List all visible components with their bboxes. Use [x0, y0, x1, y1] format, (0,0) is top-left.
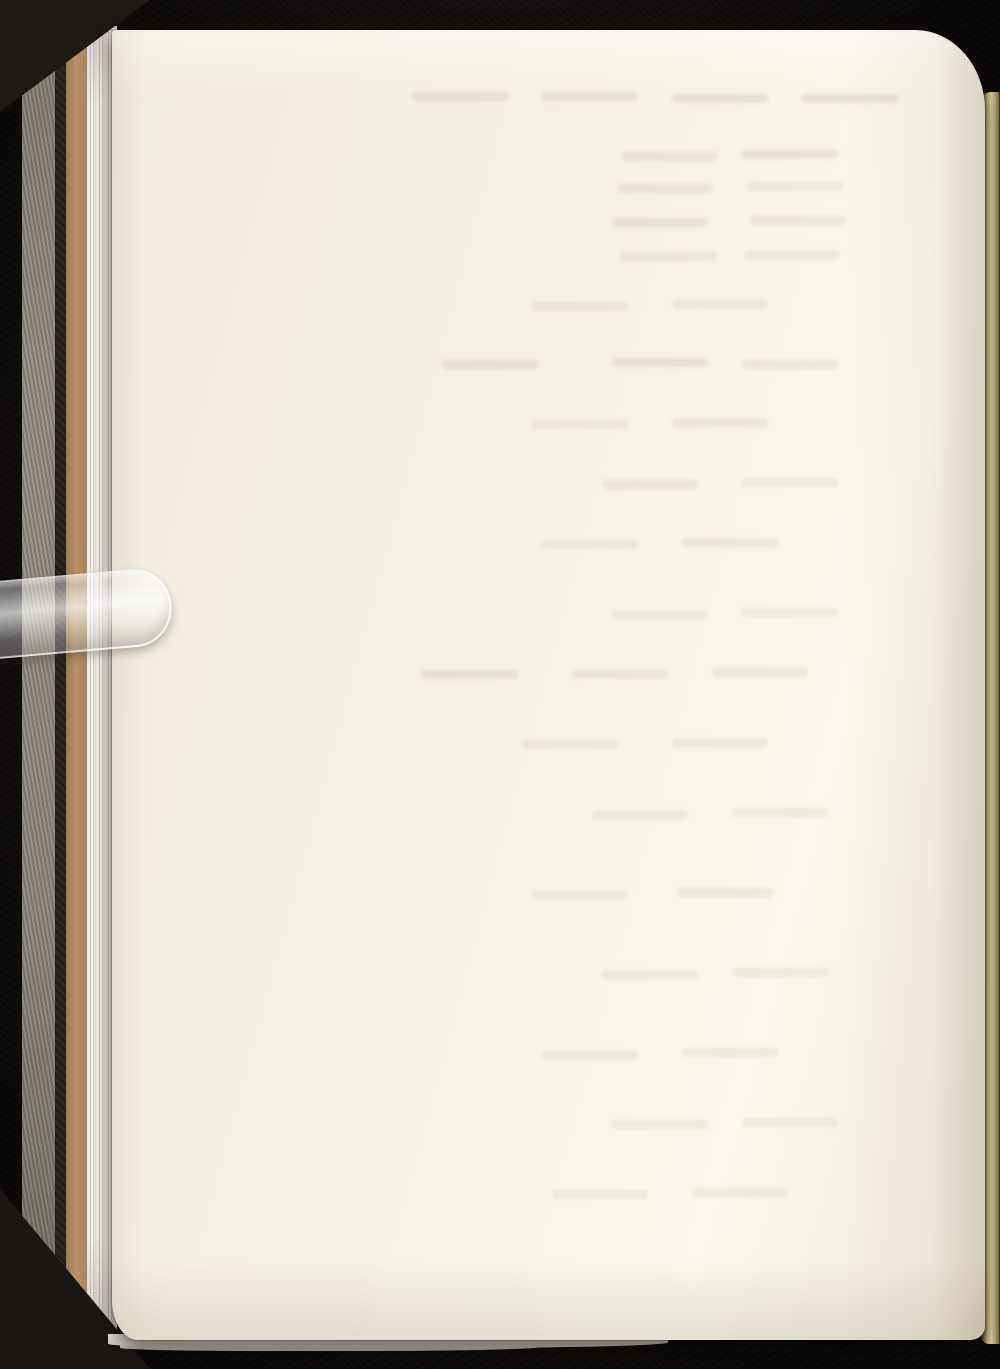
entry-list — [112, 30, 985, 1340]
book-page — [112, 30, 985, 1340]
felt-lining — [22, 6, 58, 1358]
under-page-edge — [120, 1342, 540, 1351]
cover-board-edge — [66, 22, 89, 1344]
